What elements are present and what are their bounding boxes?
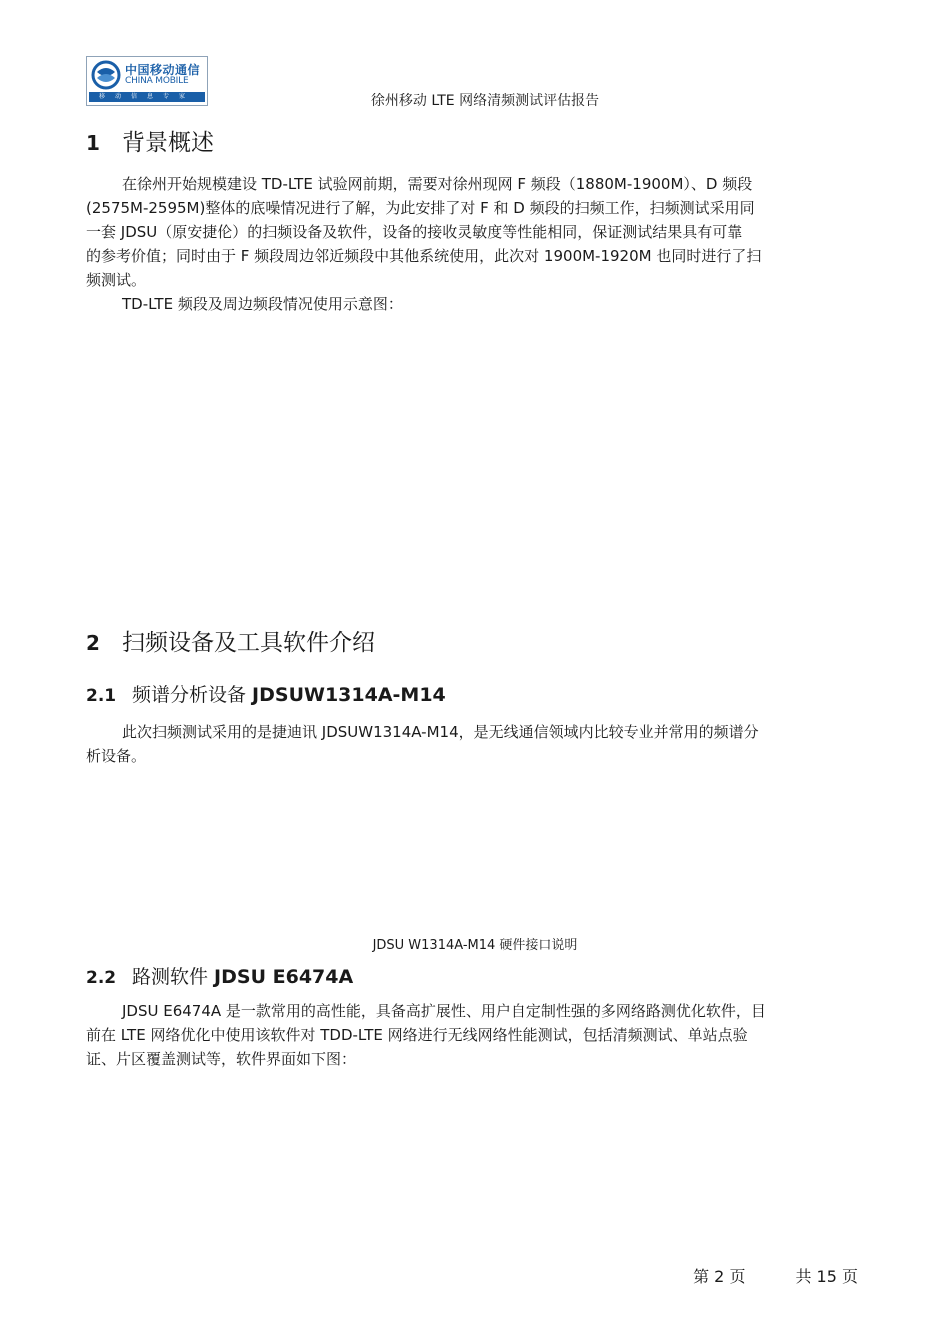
header-title: 徐州移动 LTE 网络清频测试评估报告 (370, 93, 600, 109)
text-line: JDSU E6474A 是一款常用的高性能，具备高扩展性、用户自定制性强的多网络路测优化软件，目 (122, 1002, 766, 1020)
text-line: 的参考价值；同时由于 F 频段周边邻近频段中其他系统使用，此次对 1900M-1920M 也同时进行了扫 (86, 247, 762, 265)
section-title: 路测软件 (132, 966, 215, 988)
text-line: 析设备。 (86, 747, 147, 765)
section-number: 2.1 (86, 686, 117, 706)
section-title: 频谱分析设备 (132, 684, 253, 706)
section-title-bold: JDSUW1314A-M14 (252, 684, 446, 706)
heading-section-2-1 (86, 680, 446, 707)
text-line: TD-LTE 频段及周边频段情况使用示意图： (122, 295, 403, 313)
heading-section-1 (86, 124, 214, 157)
page-total: 共 15 页 (795, 1267, 858, 1286)
text-line: 在徐州开始规模建设 TD-LTE 试验网前期，需要对徐州现网 F 频段（1880M-1900M）、D 频段 (122, 175, 753, 193)
section-number: 1 (86, 131, 100, 155)
paragraph-device (86, 720, 866, 768)
section-number: 2.2 (86, 968, 117, 988)
page-number: 第 2 页 (693, 1267, 746, 1286)
section-title: 背景概述 (122, 130, 214, 156)
china-mobile-logo-icon (91, 60, 121, 90)
text-line: 频测试。 (86, 271, 147, 289)
logo-text-en: CHINA MOBILE (125, 76, 189, 86)
paragraph-software (86, 999, 866, 1071)
logo-text-cn: 中国移动通信 (125, 63, 201, 77)
figure-caption: JDSU W1314A-M14 硬件接口说明 (372, 938, 578, 953)
paragraph-background (86, 172, 866, 316)
heading-section-2-2 (86, 962, 353, 989)
text-line: 证、片区覆盖测试等，软件界面如下图： (86, 1050, 357, 1068)
heading-section-2 (86, 624, 375, 657)
section-title-bold: JDSU E6474A (214, 966, 354, 988)
text-line: 一套 JDSU（原安捷伦）的扫频设备及软件，设备的接收灵敏度等性能相同，保证测试结果具有可靠 (86, 223, 743, 241)
text-line: 此次扫频测试采用的是捷迪讯 JDSUW1314A-M14，是无线通信领域内比较专业并常用的频谱分 (122, 723, 759, 741)
company-logo (86, 56, 208, 106)
section-number: 2 (86, 631, 100, 655)
text-line: (2575M-2595M)整体的底噪情况进行了解，为此安排了对 F 和 D 频段的扫频工作，扫频测试采用同 (86, 199, 755, 217)
logo-tagline: 移动信息专家 (89, 92, 205, 102)
section-title: 扫频设备及工具软件介绍 (122, 630, 375, 656)
text-line: 前在 LTE 网络优化中使用该软件对 TDD-LTE 网络进行无线网络性能测试，包括清频测试、单站点验 (86, 1026, 748, 1044)
page-footer (693, 1264, 858, 1287)
